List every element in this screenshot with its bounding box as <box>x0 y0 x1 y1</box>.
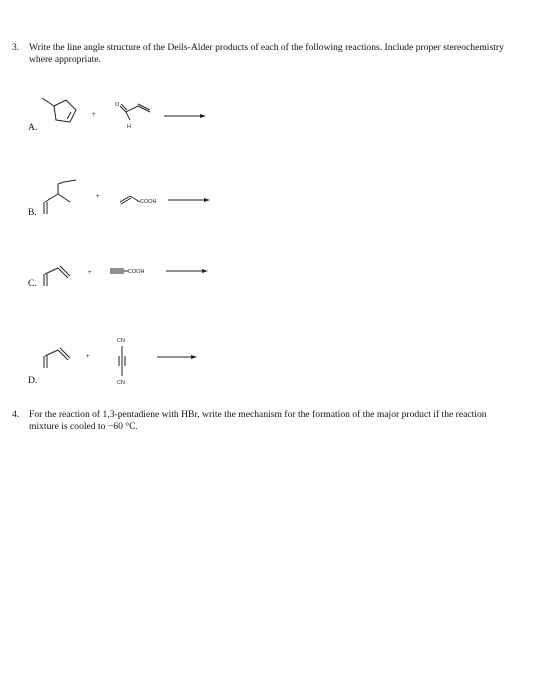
carboxyl-label: COOH <box>128 269 145 275</box>
carboxyl-label: COOH <box>140 199 157 205</box>
question-3 <box>12 42 512 68</box>
plus-sign: + <box>88 270 92 276</box>
question-3-number: 3. <box>12 42 20 53</box>
reaction-d-arrow <box>157 354 197 360</box>
reaction-b-arrow <box>168 197 210 203</box>
reaction-c-structures <box>40 258 210 298</box>
reaction-d-label: D. <box>28 375 38 386</box>
nitrile-top-label: CN <box>117 338 125 344</box>
reaction-c-arrow <box>166 268 208 274</box>
plus-sign: + <box>86 354 90 360</box>
reaction-c-diene <box>44 266 70 286</box>
plus-sign: + <box>92 112 96 118</box>
question-3-text: Write the line angle structure of the Deils-Alder products of each of the following reactions. Include proper stereochemistry where appropriate. <box>29 42 504 65</box>
question-4-number: 4. <box>12 409 20 420</box>
reaction-a-arrow <box>164 113 206 119</box>
aldehyde-oxygen-label: O <box>115 102 120 108</box>
reaction-d-structures <box>40 334 210 388</box>
question-4-text: For the reaction of 1,3-pentadiene with HBr, write the mechanism for the formation of the major product if the reaction mixture is cooled to −60 °C. <box>29 409 487 432</box>
reaction-a-diene <box>42 98 76 122</box>
nitrile-bottom-label: CN <box>117 380 125 386</box>
plus-sign: + <box>96 194 100 200</box>
reaction-c-dienophile <box>110 269 145 275</box>
reaction-a-dienophile <box>115 102 150 130</box>
reaction-b-diene <box>44 180 76 214</box>
reaction-c-label: C. <box>28 278 37 289</box>
reaction-b-dienophile <box>120 196 157 205</box>
reaction-d-diene <box>44 348 70 368</box>
reaction-b-label: B. <box>28 207 37 218</box>
question-4 <box>12 409 512 435</box>
reaction-a-label: A. <box>28 122 38 133</box>
reaction-d-dienophile <box>117 338 125 386</box>
aldehyde-hydrogen-label: H <box>127 124 131 130</box>
